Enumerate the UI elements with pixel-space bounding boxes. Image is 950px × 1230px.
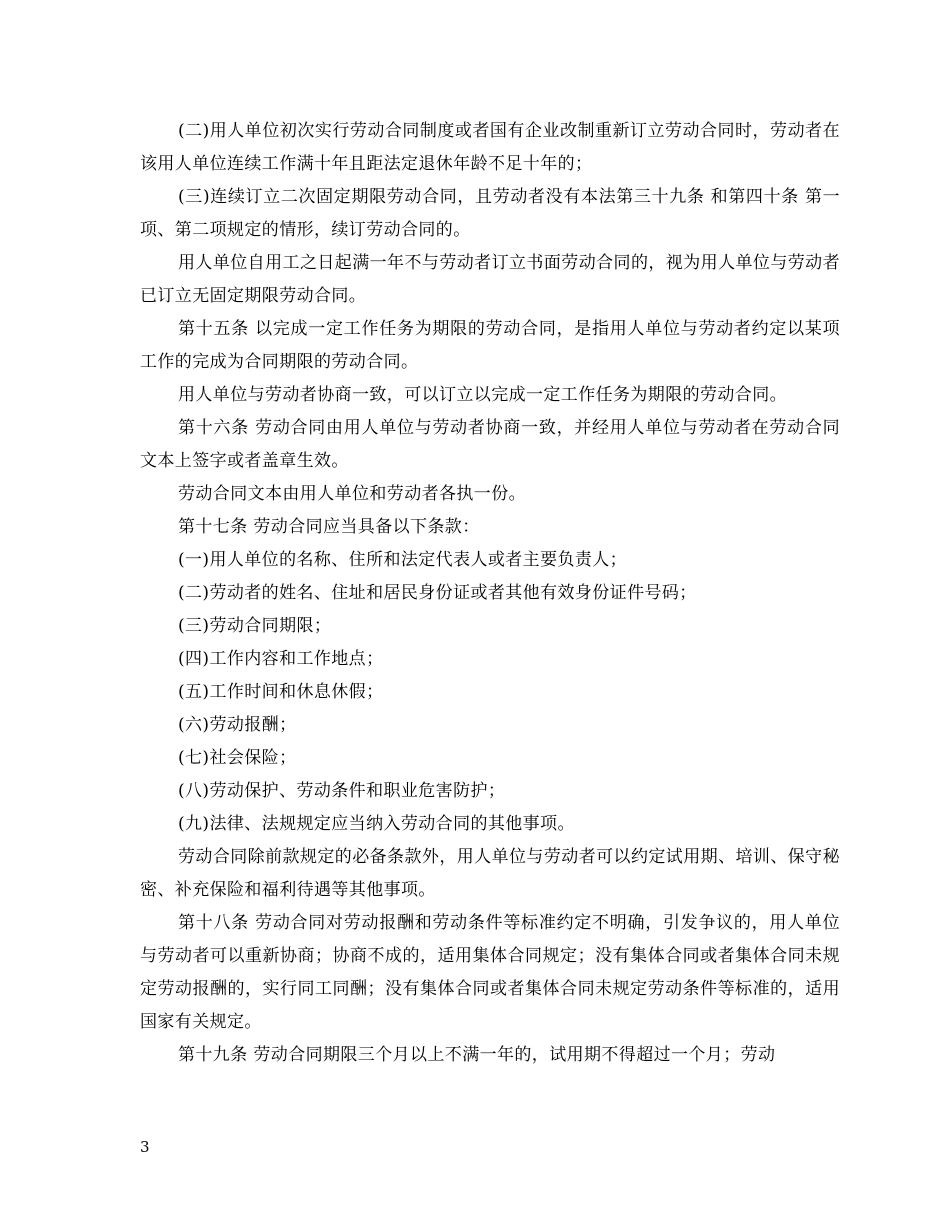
paragraph: 用人单位与劳动者协商一致，可以订立以完成一定工作任务为期限的劳动合同。 xyxy=(178,385,787,405)
list-item: (六)劳动报酬； xyxy=(178,715,297,735)
paragraph: (三)连续订立二次固定期限劳动合同，且劳动者没有本法第三十九条 和第四十条 第一项、第二项规定的情形，续订劳动合同的。 xyxy=(140,187,840,240)
list-item: (三)劳动合同期限； xyxy=(178,616,332,636)
paragraph: 第十五条 以完成一定工作任务为期限的劳动合同，是指用人单位与劳动者约定以某项工作的完成为合同期限的劳动合同。 xyxy=(140,319,840,372)
paragraph: 劳动合同文本由用人单位和劳动者各执一份。 xyxy=(178,484,526,504)
document-body xyxy=(140,115,840,1072)
list-item: (八)劳动保护、劳动条件和职业危害防护； xyxy=(178,781,506,801)
paragraph: 第十六条 劳动合同由用人单位与劳动者协商一致，并经用人单位与劳动者在劳动合同文本上签字或者盖章生效。 xyxy=(140,418,840,471)
paragraph: 劳动合同除前款规定的必备条款外，用人单位与劳动者可以约定试用期、培训、保守秘密、补充保险和福利待遇等其他事项。 xyxy=(140,847,840,900)
page-number: 3 xyxy=(140,1138,150,1156)
list-item: (五)工作时间和休息休假； xyxy=(178,682,384,702)
list-item: (七)社会保险； xyxy=(178,748,297,768)
paragraph: 第十七条 劳动合同应当具备以下条款： xyxy=(178,517,480,537)
paragraph: 第十八条 劳动合同对劳动报酬和劳动条件等标准约定不明确，引发争议的，用人单位与劳动者可以重新协商；协商不成的，适用集体合同规定；没有集体合同或者集体合同未规定劳动报酬的，实行同工同酬；没有集体合同或者集体合同未规定劳动条件等标准的，适用国家有关规定。 xyxy=(140,913,840,1032)
list-item: (二)劳动者的姓名、住址和居民身份证或者其他有效身份证件号码； xyxy=(178,583,697,603)
paragraph: (二)用人单位初次实行劳动合同制度或者国有企业改制重新订立劳动合同时，劳动者在该用人单位连续工作满十年且距法定退休年龄不足十年的； xyxy=(140,121,840,174)
paragraph: 第十九条 劳动合同期限三个月以上不满一年的，试用期不得超过一个月；劳动 xyxy=(178,1045,776,1065)
list-item: (四)工作内容和工作地点； xyxy=(178,649,384,669)
paragraph: 用人单位自用工之日起满一年不与劳动者订立书面劳动合同的，视为用人单位与劳动者已订立无固定期限劳动合同。 xyxy=(140,253,840,306)
list-item: (九)法律、法规规定应当纳入劳动合同的其他事项。 xyxy=(178,814,575,834)
list-item: (一)用人单位的名称、住所和法定代表人或者主要负责人； xyxy=(178,550,628,570)
